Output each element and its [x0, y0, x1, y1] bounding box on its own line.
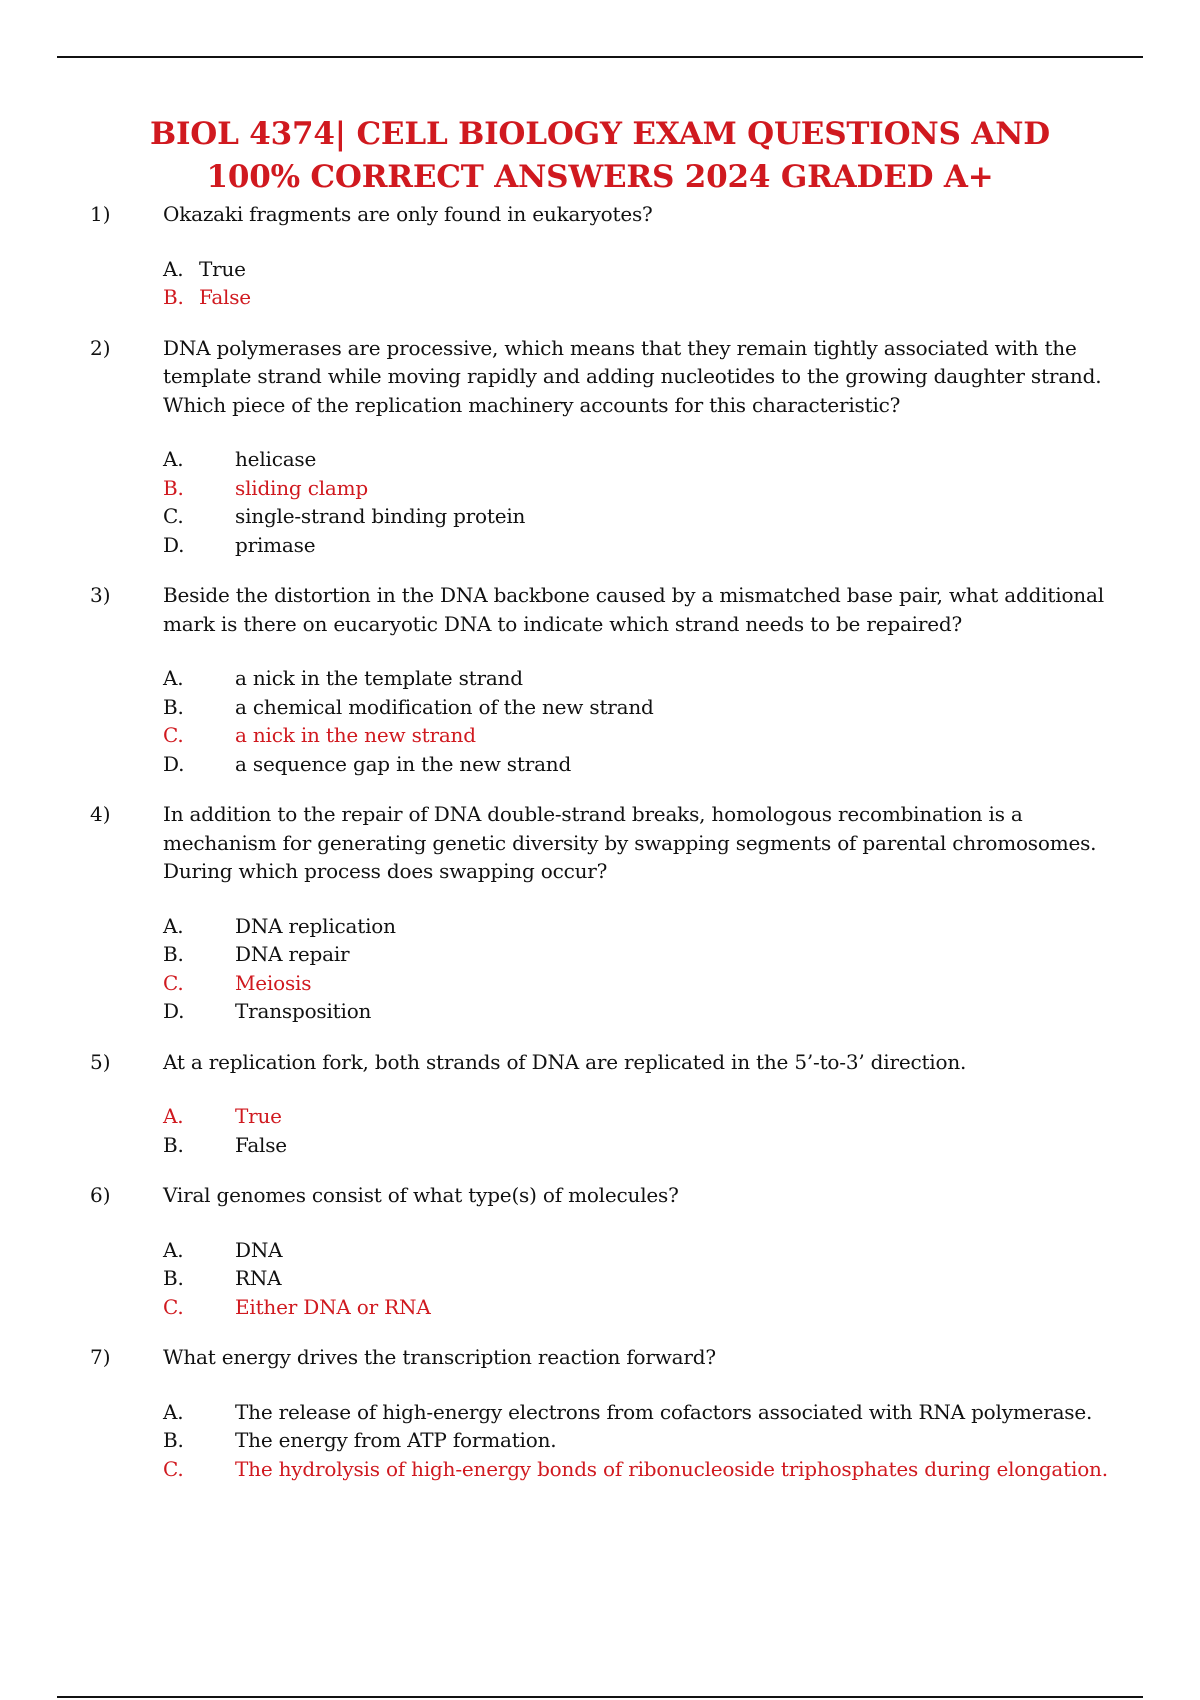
- option-text: a nick in the new strand: [235, 723, 476, 747]
- answer-option-d: [163, 531, 1200, 560]
- option-letter: B.: [163, 1266, 184, 1290]
- option-text: True: [199, 256, 246, 281]
- answer-option-b: [163, 1426, 1200, 1455]
- option-text: False: [235, 1132, 287, 1157]
- option-letter: D.: [163, 532, 185, 557]
- option-letter: D.: [163, 751, 185, 776]
- option-letter: A.: [163, 1104, 184, 1128]
- answer-option-c: [163, 502, 1200, 531]
- option-text: primase: [235, 532, 316, 557]
- answer-option-b: [163, 940, 1200, 969]
- option-text: a chemical modification of the new strand: [235, 694, 654, 719]
- answer-option-b: [163, 283, 1200, 312]
- option-letter: A.: [163, 1237, 184, 1262]
- question-text: DNA polymerases are processive, which means that they remain tightly associated with the template strand while moving rapidly and adding nucleotides to the growing daughter strand. Which piece of the replication machinery accounts for this characteristic?: [163, 335, 1102, 417]
- question-number: 5): [90, 1049, 111, 1074]
- option-text: DNA repair: [235, 942, 350, 966]
- option-letter: A.: [163, 1399, 184, 1424]
- question-number: 2): [90, 335, 111, 360]
- option-letter: A.: [163, 256, 184, 281]
- answer-option-d: [163, 997, 1200, 1026]
- answer-option-c: [163, 721, 1200, 750]
- question-number: 6): [90, 1183, 111, 1207]
- question-text: At a replication fork, both strands of DNA are replicated in the 5’-to-3’ direction.: [163, 1049, 967, 1074]
- question-6: [0, 1181, 1200, 1321]
- answer-option-b: [163, 474, 1200, 503]
- option-letter: B.: [163, 285, 184, 309]
- answer-option-b: [163, 1131, 1200, 1160]
- option-letter: A.: [163, 913, 184, 938]
- option-text: Transposition: [235, 999, 372, 1023]
- answer-option-c: [163, 1293, 1200, 1322]
- bottom-rule: [57, 1696, 1143, 1698]
- answer-option-a: [163, 1236, 1200, 1265]
- option-text: RNA: [235, 1266, 282, 1290]
- answer-options: [163, 255, 1200, 312]
- option-letter: B.: [163, 1132, 184, 1157]
- question-text: Beside the distortion in the DNA backbone caused by a mismatched base pair, what additional mark is there on eucaryotic DNA to indicate which strand needs to be repaired?: [163, 583, 1104, 636]
- option-text: single-strand binding protein: [235, 504, 526, 528]
- option-text: The hydrolysis of high-energy bonds of ribonucleoside triphosphates during elongation.: [235, 1456, 1108, 1481]
- answer-options: [163, 445, 1200, 559]
- question-5: [0, 1048, 1200, 1160]
- answer-option-a: [163, 255, 1200, 284]
- answer-option-c: [163, 1455, 1200, 1484]
- option-text: True: [235, 1104, 282, 1128]
- answer-option-a: [163, 1102, 1200, 1131]
- option-letter: B.: [163, 475, 184, 500]
- answer-option-a: [163, 912, 1200, 941]
- answer-options: [163, 912, 1200, 1026]
- answer-options: [163, 664, 1200, 778]
- question-number: 7): [90, 1345, 111, 1369]
- option-letter: B.: [163, 694, 184, 719]
- question-2: [0, 334, 1200, 560]
- option-text: The energy from ATP formation.: [235, 1428, 557, 1452]
- option-letter: A.: [163, 447, 184, 471]
- option-text: The release of high-energy electrons from cofactors associated with RNA polymerase.: [235, 1399, 1093, 1424]
- answer-option-d: [163, 750, 1200, 779]
- option-letter: B.: [163, 1428, 184, 1452]
- option-text: DNA replication: [235, 913, 396, 938]
- option-text: helicase: [235, 447, 317, 471]
- option-letter: A.: [163, 666, 184, 690]
- answer-option-c: [163, 969, 1200, 998]
- answer-option-a: [163, 445, 1200, 474]
- top-rule: [57, 56, 1143, 58]
- question-text: In addition to the repair of DNA double-strand breaks, homologous recombination is a mechanism for generating genetic diversity by swapping segments of parental chromosomes. During which process does swapping occur?: [163, 802, 1097, 883]
- question-1: [0, 200, 1200, 312]
- question-3: [0, 581, 1200, 778]
- question-list: [0, 200, 1200, 1505]
- question-number: 3): [90, 583, 111, 607]
- answer-options: [163, 1236, 1200, 1322]
- option-text: a sequence gap in the new strand: [235, 751, 572, 776]
- option-text: sliding clamp: [235, 475, 368, 500]
- question-7: [0, 1343, 1200, 1483]
- question-text: What energy drives the transcription reaction forward?: [163, 1345, 716, 1369]
- option-text: Either DNA or RNA: [235, 1294, 431, 1319]
- question-number: 1): [90, 202, 111, 226]
- option-letter: D.: [163, 999, 185, 1023]
- option-letter: C.: [163, 1294, 184, 1319]
- option-letter: B.: [163, 942, 184, 966]
- answer-option-a: [163, 1398, 1200, 1427]
- option-letter: C.: [163, 1456, 184, 1481]
- question-text: Okazaki fragments are only found in eukaryotes?: [163, 202, 653, 226]
- option-text: Meiosis: [235, 970, 312, 995]
- question-number: 4): [90, 802, 111, 826]
- document-title: BIOL 4374| CELL BIOLOGY EXAM QUESTIONS AND 100% CORRECT ANSWERS 2024 GRADED A+: [150, 115, 1050, 195]
- answer-option-b: [163, 693, 1200, 722]
- option-text: False: [199, 285, 251, 309]
- option-text: a nick in the template strand: [235, 666, 523, 690]
- option-letter: C.: [163, 970, 184, 995]
- answer-option-a: [163, 664, 1200, 693]
- option-letter: C.: [163, 504, 184, 528]
- answer-options: [163, 1102, 1200, 1159]
- question-4: [0, 800, 1200, 1026]
- option-letter: C.: [163, 723, 184, 747]
- answer-option-b: [163, 1264, 1200, 1293]
- question-text: Viral genomes consist of what type(s) of molecules?: [163, 1183, 679, 1207]
- option-text: DNA: [235, 1237, 283, 1262]
- answer-options: [163, 1398, 1200, 1484]
